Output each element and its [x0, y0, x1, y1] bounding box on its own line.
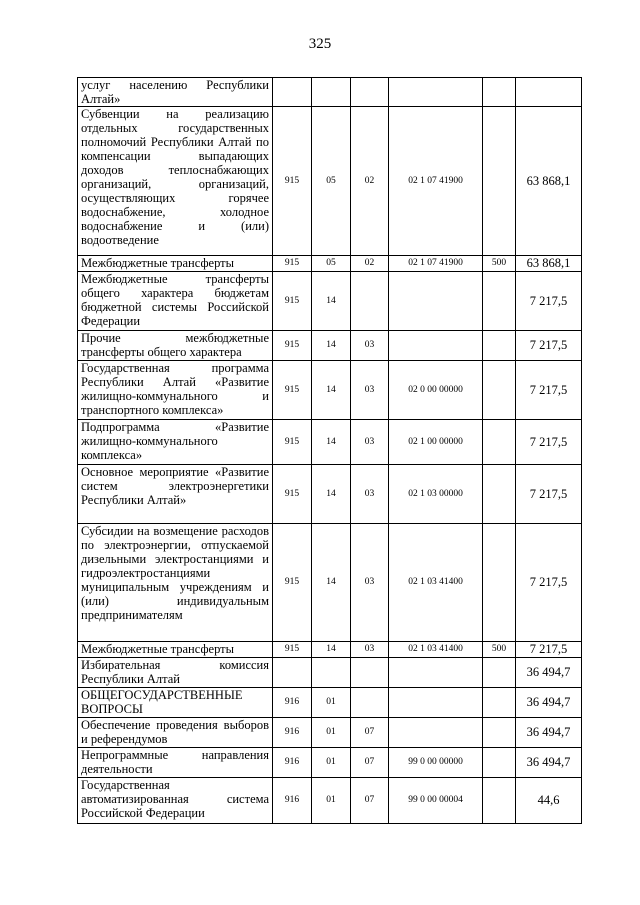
row-amount	[516, 78, 582, 107]
row-pr: 03	[351, 524, 389, 642]
row-rz: 05	[312, 107, 351, 256]
row-pr: 02	[351, 256, 389, 272]
row-vr	[483, 688, 516, 718]
row-vr	[483, 718, 516, 748]
row-csr: 02 1 07 41900	[389, 256, 483, 272]
row-vr: 500	[483, 642, 516, 658]
row-ved: 916	[273, 688, 312, 718]
row-pr: 07	[351, 718, 389, 748]
table-row	[78, 256, 582, 272]
row-amount: 36 494,7	[516, 658, 582, 688]
row-name: ОБЩЕГОСУДАРСТВЕННЫЕ ВОПРОСЫ	[78, 688, 273, 718]
row-rz: 01	[312, 718, 351, 748]
row-ved: 915	[273, 256, 312, 272]
row-amount: 7 217,5	[516, 331, 582, 361]
row-ved: 915	[273, 272, 312, 331]
row-ved: 915	[273, 420, 312, 465]
row-ved: 915	[273, 107, 312, 256]
row-rz	[312, 78, 351, 107]
table-row	[78, 331, 582, 361]
row-name: Основное мероприятие «Развитие систем электроэнергетики Республики Алтай»	[78, 465, 273, 524]
row-pr	[351, 272, 389, 331]
row-name: Межбюджетные трансферты общего характера бюджетам бюджетной системы Российской Федерации	[78, 272, 273, 331]
table-row	[78, 465, 582, 524]
row-pr: 02	[351, 107, 389, 256]
row-name: услуг населению Республики Алтай»	[78, 78, 273, 107]
row-csr	[389, 272, 483, 331]
table-row	[78, 718, 582, 748]
row-amount: 36 494,7	[516, 688, 582, 718]
budget-table	[77, 77, 582, 824]
row-rz: 01	[312, 778, 351, 824]
row-amount: 7 217,5	[516, 642, 582, 658]
row-ved: 916	[273, 748, 312, 778]
row-amount: 63 868,1	[516, 107, 582, 256]
row-vr	[483, 361, 516, 420]
row-rz: 01	[312, 748, 351, 778]
row-pr	[351, 688, 389, 718]
row-amount: 7 217,5	[516, 465, 582, 524]
row-rz: 14	[312, 642, 351, 658]
row-rz: 14	[312, 465, 351, 524]
row-ved	[273, 78, 312, 107]
row-vr	[483, 420, 516, 465]
row-rz: 14	[312, 331, 351, 361]
table-row	[78, 688, 582, 718]
row-pr: 07	[351, 778, 389, 824]
table-row	[78, 361, 582, 420]
row-csr: 02 1 03 41400	[389, 524, 483, 642]
table-row	[78, 642, 582, 658]
row-name: Прочие межбюджетные трансферты общего характера	[78, 331, 273, 361]
table-row	[78, 78, 582, 107]
row-vr	[483, 78, 516, 107]
row-ved: 915	[273, 524, 312, 642]
table-row	[78, 748, 582, 778]
row-csr: 02 1 03 00000	[389, 465, 483, 524]
row-csr: 02 0 00 00000	[389, 361, 483, 420]
table-row	[78, 272, 582, 331]
row-csr: 02 1 07 41900	[389, 107, 483, 256]
row-csr: 99 0 00 00004	[389, 778, 483, 824]
row-rz: 05	[312, 256, 351, 272]
row-vr	[483, 778, 516, 824]
row-amount: 63 868,1	[516, 256, 582, 272]
page-number: 325	[308, 36, 332, 52]
row-name: Обеспечение проведения выборов и референдумов	[78, 718, 273, 748]
row-csr: 02 1 03 41400	[389, 642, 483, 658]
row-vr	[483, 748, 516, 778]
row-pr: 07	[351, 748, 389, 778]
row-ved	[273, 658, 312, 688]
row-pr: 03	[351, 331, 389, 361]
row-vr	[483, 107, 516, 256]
row-ved: 916	[273, 778, 312, 824]
row-amount: 7 217,5	[516, 524, 582, 642]
row-name: Непрограммные направления деятельности	[78, 748, 273, 778]
row-csr	[389, 718, 483, 748]
row-csr: 99 0 00 00000	[389, 748, 483, 778]
row-name: Субвенции на реализацию отдельных государственных полномочий Республики Алтай по компенсации выпадающих доходов теплоснабжающих организаций, организаций, осуществляющих горячее водоснабжение, холодное водоснабжение и (или) водоотведение	[78, 107, 273, 256]
row-name: Государственная автоматизированная система Российской Федерации	[78, 778, 273, 824]
row-ved: 915	[273, 361, 312, 420]
row-amount: 44,6	[516, 778, 582, 824]
row-rz: 14	[312, 420, 351, 465]
row-name: Межбюджетные трансферты	[78, 256, 273, 272]
row-ved: 915	[273, 331, 312, 361]
row-vr: 500	[483, 256, 516, 272]
row-vr	[483, 331, 516, 361]
row-rz: 14	[312, 524, 351, 642]
row-vr	[483, 658, 516, 688]
row-amount: 7 217,5	[516, 361, 582, 420]
row-vr	[483, 524, 516, 642]
row-rz: 01	[312, 688, 351, 718]
row-name: Подпрограмма «Развитие жилищно-коммунального комплекса»	[78, 420, 273, 465]
row-pr: 03	[351, 642, 389, 658]
row-name: Государственная программа Республики Алтай «Развитие жилищно-коммунального и транспортного комплекса»	[78, 361, 273, 420]
row-pr	[351, 78, 389, 107]
row-csr: 02 1 00 00000	[389, 420, 483, 465]
row-ved: 916	[273, 718, 312, 748]
row-rz: 14	[312, 361, 351, 420]
row-csr	[389, 331, 483, 361]
table-row	[78, 658, 582, 688]
row-amount: 7 217,5	[516, 420, 582, 465]
table-row	[78, 420, 582, 465]
row-ved: 915	[273, 642, 312, 658]
row-vr	[483, 465, 516, 524]
table-row	[78, 524, 582, 642]
row-csr	[389, 658, 483, 688]
row-rz	[312, 658, 351, 688]
row-amount: 7 217,5	[516, 272, 582, 331]
row-amount: 36 494,7	[516, 748, 582, 778]
row-name: Избирательная комиссия Республики Алтай	[78, 658, 273, 688]
row-ved: 915	[273, 465, 312, 524]
row-rz: 14	[312, 272, 351, 331]
row-name: Межбюджетные трансферты	[78, 642, 273, 658]
row-vr	[483, 272, 516, 331]
row-pr	[351, 658, 389, 688]
row-amount: 36 494,7	[516, 718, 582, 748]
table-row	[78, 107, 582, 256]
row-name: Субсидии на возмещение расходов по электроэнергии, отпускаемой дизельными электростанциями и гидроэлектростанциями муниципальным учреждениям и (или) индивидуальным предпринимателям	[78, 524, 273, 642]
row-csr	[389, 688, 483, 718]
row-csr	[389, 78, 483, 107]
row-pr: 03	[351, 361, 389, 420]
row-pr: 03	[351, 420, 389, 465]
table-row	[78, 778, 582, 824]
row-pr: 03	[351, 465, 389, 524]
